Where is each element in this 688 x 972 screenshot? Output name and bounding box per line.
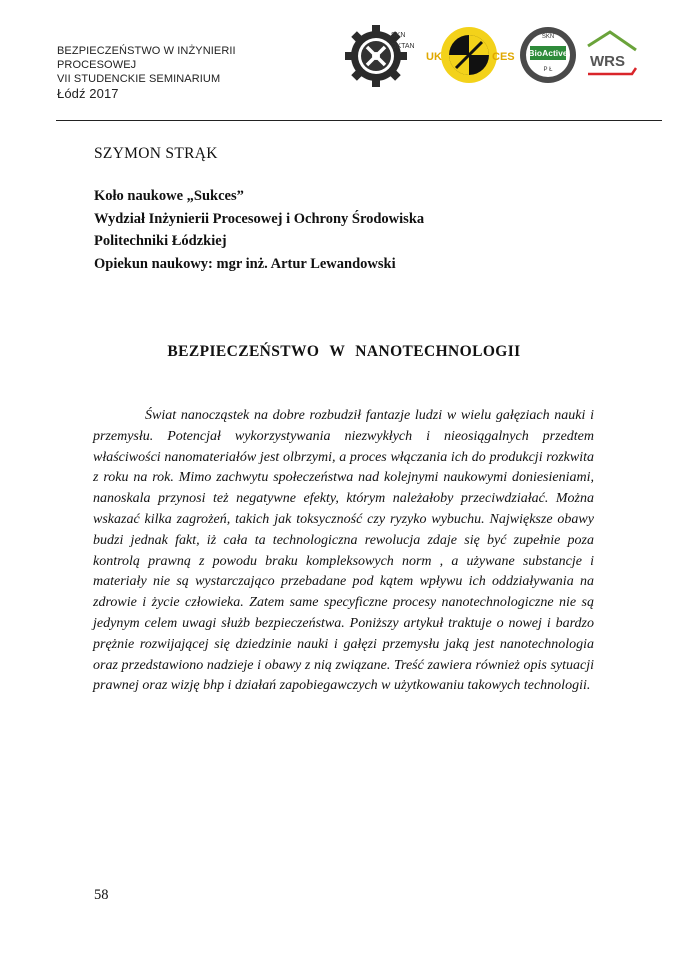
header-rule xyxy=(56,120,662,121)
wrs-logo xyxy=(584,28,640,80)
author-name: SZYMON STRĄK xyxy=(94,145,218,162)
header-logos xyxy=(340,14,640,92)
header-line-4: Łódź 2017 xyxy=(57,86,119,101)
abstract-paragraph: Świat nanocząstek na dobre rozbudził fantazje ludzi w wielu gałęziach nauki i przemysłu. Potencjał wykorzystywania niezwykłych i nieosiągalnych przedtem właściwości nanomateriałów jest olbrzymi, a proces włączania ich do produkcji rozkwita z roku na rok. Mimo zachwytu społeczeństwa nad kolejnymi naukowymi doniesieniami, nanoskala przynosi też negatywne efekty, którym należałoby przeciwdziałać. Można wskazać kilka zagrożeń, takich jak toksyczność czy ryzyko wybuchu. Największe obawy budzi jednak fakt, iż cała ta technologiczna rewolucja zdaje się być zupełnie poza kontrolą prawną z powodu braku kompleksowych norm , a używane substancje i materiały nie są wystarczająco przebadane pod kątem wpływu ich oddziaływania na zdrowie i życie człowieka. Zatem same specyficzne procesy nanotechnologiczne nie są jedynym celem uwagi służb bezpieczeństwa. Poniższy artykuł traktuje o nowej i bardzo prężnie rozwijającej się dziedzinie nauki i gałęzi przemysłu jaką jest nanotechnologia oraz przedstawiono nadzieje i obawy z nią związane. Treść zawiera również opis sytuacji prawnej oraz wizję bhp i działań zapobiegawczych w użytkowaniu takowych technologii. xyxy=(93,408,594,694)
skn-oktan-logo xyxy=(346,22,418,88)
wrs-text: WRS xyxy=(590,53,625,70)
header-line-2: PROCESOWEJ xyxy=(57,59,137,71)
affiliation-block xyxy=(94,185,424,275)
bioactive-text-main: BioActive xyxy=(528,48,568,58)
header-line-3: VII STUDENCKIE SEMINARIUM xyxy=(57,73,221,85)
bioactive-text-bottom: P Ł xyxy=(543,67,553,73)
sukces-text-right: CES xyxy=(492,51,515,63)
affiliation-line-3: Politechniki Łódzkiej xyxy=(94,233,227,249)
article-title: BEZPIECZEŃSTWO W NANOTECHNOLOGII xyxy=(167,343,521,360)
skn-bioactive-logo xyxy=(518,22,580,88)
affiliation-line-2: Wydział Inżynierii Procesowej i Ochrony Środowiska xyxy=(94,210,425,227)
bioactive-text-top: SKN xyxy=(541,34,555,40)
oktan-text-bottom: OKTAN xyxy=(391,43,415,50)
sukces-logo xyxy=(426,20,515,90)
affiliation-line-1: Koło naukowe „Sukces” xyxy=(94,188,244,204)
oktan-text-top: SKN xyxy=(391,32,406,39)
page-number: 58 xyxy=(94,887,109,903)
running-header xyxy=(57,44,236,102)
affiliation-line-4: Opiekun naukowy: mgr inż. Artur Lewandowski xyxy=(94,255,396,272)
sukces-text-left: UK xyxy=(426,51,442,63)
header-line-1: BEZPIECZEŃSTWO W INŻYNIERII xyxy=(57,45,236,57)
